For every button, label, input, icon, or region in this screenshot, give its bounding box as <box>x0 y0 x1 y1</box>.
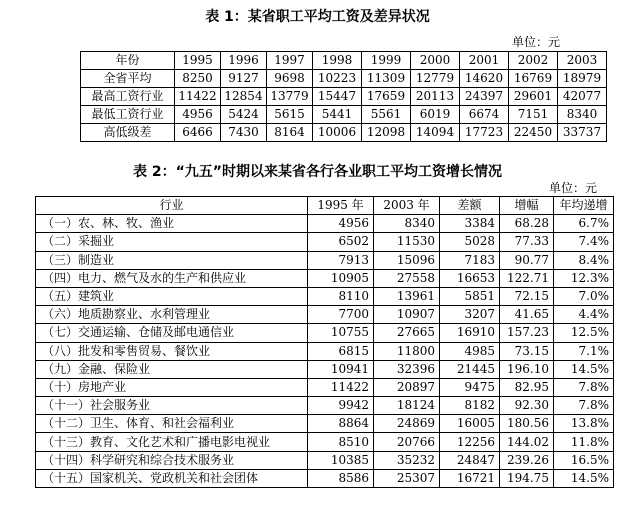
table1-cell: 8250 <box>175 70 221 88</box>
table1-cell: 9698 <box>267 70 313 88</box>
table2-cell: 5851 <box>440 287 500 305</box>
table2-cell: 92.30 <box>500 397 554 415</box>
table1-cell: 4956 <box>175 106 221 124</box>
table1-cell: 5615 <box>267 106 313 124</box>
table2-cell: 13961 <box>374 287 440 305</box>
table1-row-label: 最低工资行业 <box>81 106 175 124</box>
table2-title: 表 2：“九五”时期以来某省各行各业职工平均工资增长情况 <box>132 164 503 180</box>
table1-header-cell: 1999 <box>362 52 411 70</box>
table1-cell: 24397 <box>460 88 509 106</box>
table2-cell: 16653 <box>440 269 500 287</box>
table2-cell: 144.02 <box>500 433 554 451</box>
table1-header-cell: 2003 <box>558 52 607 70</box>
wage-difference-table <box>80 51 607 142</box>
table2-cell: 239.26 <box>500 451 554 469</box>
table1-unit: 单位：元 <box>512 35 561 49</box>
table2-cell: 194.75 <box>500 469 554 487</box>
table1-header-cell: 2002 <box>509 52 558 70</box>
table2-cell: 7.8% <box>554 378 614 396</box>
table2-cell: 41.65 <box>500 306 554 324</box>
table2-row <box>36 433 614 451</box>
table1-cell: 7430 <box>221 124 267 142</box>
table2-header-row <box>36 197 614 215</box>
table1-cell: 5424 <box>221 106 267 124</box>
table1-row <box>81 124 607 142</box>
table2-cell: 16005 <box>440 415 500 433</box>
table2-cell: 3384 <box>440 215 500 233</box>
table1-row <box>81 88 607 106</box>
table2-cell: 10905 <box>308 269 374 287</box>
table2-cell: 8.4% <box>554 251 614 269</box>
table2-cell: 6502 <box>308 233 374 251</box>
table1-cell: 17659 <box>362 88 411 106</box>
table2-cell: 11530 <box>374 233 440 251</box>
table2-cell: 90.77 <box>500 251 554 269</box>
table2-row <box>36 215 614 233</box>
table2-cell: 7.0% <box>554 287 614 305</box>
table2-cell: 11.8% <box>554 433 614 451</box>
table2-header-cell: 年均递增 <box>554 197 614 215</box>
table1-header-cell: 年份 <box>81 52 175 70</box>
table1-cell: 12098 <box>362 124 411 142</box>
table2-cell: 8340 <box>374 215 440 233</box>
table2-cell: 16721 <box>440 469 500 487</box>
table2-cell: 10385 <box>308 451 374 469</box>
table1-row <box>81 70 607 88</box>
table2-cell: 20897 <box>374 378 440 396</box>
table1-cell: 6674 <box>460 106 509 124</box>
table2-cell: 82.95 <box>500 378 554 396</box>
table2-row-label: （十五）国家机关、党政机关和社会团体 <box>36 469 308 487</box>
table2-cell: 9942 <box>308 397 374 415</box>
table1-cell: 12854 <box>221 88 267 106</box>
table1-cell: 16769 <box>509 70 558 88</box>
table1-cell: 8340 <box>558 106 607 124</box>
table2-row-label: （十一）社会服务业 <box>36 397 308 415</box>
table1-header-cell: 1996 <box>221 52 267 70</box>
table2-row <box>36 451 614 469</box>
table2-cell: 180.56 <box>500 415 554 433</box>
table2-header-cell: 差额 <box>440 197 500 215</box>
table1-cell: 29601 <box>509 88 558 106</box>
table1-cell: 7151 <box>509 106 558 124</box>
table2-row <box>36 287 614 305</box>
table2-cell: 72.15 <box>500 287 554 305</box>
table2-cell: 35232 <box>374 451 440 469</box>
table2-row <box>36 469 614 487</box>
table2-cell: 11800 <box>374 342 440 360</box>
table1-cell: 6019 <box>411 106 460 124</box>
table2-row-label: （四）电力、燃气及水的生产和供应业 <box>36 269 308 287</box>
table2-row <box>36 251 614 269</box>
table1-row-label: 全省平均 <box>81 70 175 88</box>
table2-cell: 7183 <box>440 251 500 269</box>
table2-row-label: （十二）卫生、体育、和社会福利业 <box>36 415 308 433</box>
table2-header-cell: 1995 年 <box>308 197 374 215</box>
table2-header-cell: 增幅 <box>500 197 554 215</box>
table2-row-label: （一）农、林、牧、渔业 <box>36 215 308 233</box>
table2-cell: 10755 <box>308 324 374 342</box>
table1-title: 表 1：某省职工平均工资及差异状况 <box>205 9 430 25</box>
table2-cell: 4956 <box>308 215 374 233</box>
table1-cell: 22450 <box>509 124 558 142</box>
table2-row-label: （十四）科学研究和综合技术服务业 <box>36 451 308 469</box>
table2-cell: 7.8% <box>554 397 614 415</box>
table2-cell: 13.8% <box>554 415 614 433</box>
table2-cell: 8182 <box>440 397 500 415</box>
table2-cell: 8110 <box>308 287 374 305</box>
table2-cell: 21445 <box>440 360 500 378</box>
table2-cell: 27665 <box>374 324 440 342</box>
table1-cell: 9127 <box>221 70 267 88</box>
table2-cell: 27558 <box>374 269 440 287</box>
table1-cell: 17723 <box>460 124 509 142</box>
table2-cell: 20766 <box>374 433 440 451</box>
table2-row-label: （十）房地产业 <box>36 378 308 396</box>
table1-cell: 13779 <box>267 88 313 106</box>
table2-cell: 24847 <box>440 451 500 469</box>
table2-cell: 122.71 <box>500 269 554 287</box>
table1-cell: 8164 <box>267 124 313 142</box>
table1-cell: 12779 <box>411 70 460 88</box>
table2-cell: 15096 <box>374 251 440 269</box>
table1-cell: 20113 <box>411 88 460 106</box>
table2-row <box>36 378 614 396</box>
table2-cell: 12256 <box>440 433 500 451</box>
table2-cell: 7700 <box>308 306 374 324</box>
table1-cell: 15447 <box>313 88 362 106</box>
table1-cell: 42077 <box>558 88 607 106</box>
table2-cell: 14.5% <box>554 360 614 378</box>
table1-cell: 10223 <box>313 70 362 88</box>
table2-cell: 8586 <box>308 469 374 487</box>
table2-row <box>36 342 614 360</box>
table1-cell: 5561 <box>362 106 411 124</box>
table2-row <box>36 269 614 287</box>
table1-header-row <box>81 52 607 70</box>
table2-row <box>36 324 614 342</box>
table1-header-cell: 1998 <box>313 52 362 70</box>
table2-cell: 10907 <box>374 306 440 324</box>
table2-cell: 68.28 <box>500 215 554 233</box>
table2-row <box>36 306 614 324</box>
table2-cell: 6815 <box>308 342 374 360</box>
table2-row <box>36 415 614 433</box>
table1-row-label: 最高工资行业 <box>81 88 175 106</box>
table2-row-label: （八）批发和零售贸易、餐饮业 <box>36 342 308 360</box>
table2-cell: 9475 <box>440 378 500 396</box>
table1-cell: 11422 <box>175 88 221 106</box>
table1-cell: 11309 <box>362 70 411 88</box>
table1-cell: 18979 <box>558 70 607 88</box>
table2-cell: 5028 <box>440 233 500 251</box>
table1-header-cell: 1997 <box>267 52 313 70</box>
table2-cell: 8510 <box>308 433 374 451</box>
table1-row <box>81 106 607 124</box>
table2-row-label: （六）地质勘察业、水利管理业 <box>36 306 308 324</box>
table2-cell: 8864 <box>308 415 374 433</box>
table2-row-label: （十三）教育、文化艺术和广播电影电视业 <box>36 433 308 451</box>
table2-cell: 7.1% <box>554 342 614 360</box>
table2-cell: 6.7% <box>554 215 614 233</box>
table2-row-label: （五）建筑业 <box>36 287 308 305</box>
table2-cell: 10941 <box>308 360 374 378</box>
table2-cell: 12.3% <box>554 269 614 287</box>
table2-cell: 24869 <box>374 415 440 433</box>
table2-row-label: （二）采掘业 <box>36 233 308 251</box>
table1-cell: 14620 <box>460 70 509 88</box>
table2-cell: 18124 <box>374 397 440 415</box>
industry-wage-growth-table <box>35 196 614 488</box>
table2-cell: 12.5% <box>554 324 614 342</box>
table2-cell: 11422 <box>308 378 374 396</box>
table2-cell: 4985 <box>440 342 500 360</box>
table2-cell: 16910 <box>440 324 500 342</box>
table2-row <box>36 397 614 415</box>
table2-cell: 157.23 <box>500 324 554 342</box>
table1-header-cell: 2001 <box>460 52 509 70</box>
table2-row-label: （三）制造业 <box>36 251 308 269</box>
table1-cell: 5441 <box>313 106 362 124</box>
table2-row-label: （九）金融、保险业 <box>36 360 308 378</box>
table2-unit: 单位：元 <box>549 181 598 195</box>
table2-cell: 7.4% <box>554 233 614 251</box>
table1-header-cell: 2000 <box>411 52 460 70</box>
table2-cell: 16.5% <box>554 451 614 469</box>
table2-cell: 4.4% <box>554 306 614 324</box>
table1-header-cell: 1995 <box>175 52 221 70</box>
table2-cell: 7913 <box>308 251 374 269</box>
table2-cell: 25307 <box>374 469 440 487</box>
table2-cell: 3207 <box>440 306 500 324</box>
table2-cell: 14.5% <box>554 469 614 487</box>
table2-row-label: （七）交通运输、仓储及邮电通信业 <box>36 324 308 342</box>
table1-cell: 6466 <box>175 124 221 142</box>
table2-header-cell: 2003 年 <box>374 197 440 215</box>
table1-cell: 14094 <box>411 124 460 142</box>
table2-row <box>36 360 614 378</box>
table2-cell: 73.15 <box>500 342 554 360</box>
table1-cell: 10006 <box>313 124 362 142</box>
table2-cell: 32396 <box>374 360 440 378</box>
table1-cell: 33737 <box>558 124 607 142</box>
table2-cell: 196.10 <box>500 360 554 378</box>
table1-row-label: 高低级差 <box>81 124 175 142</box>
table2-row <box>36 233 614 251</box>
table2-header-cell: 行业 <box>36 197 308 215</box>
table2-cell: 77.33 <box>500 233 554 251</box>
